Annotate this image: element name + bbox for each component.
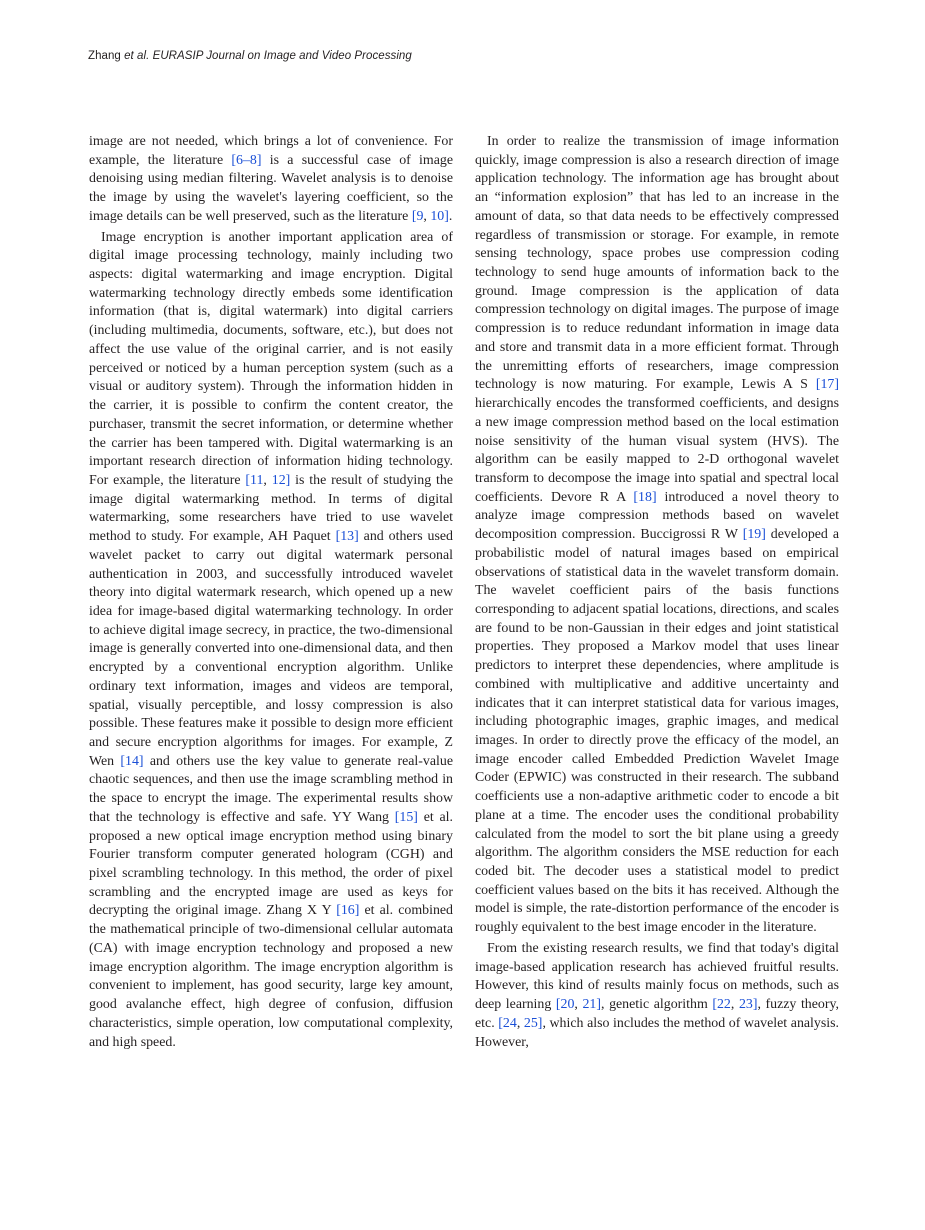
paragraph-text: , bbox=[423, 208, 431, 224]
citation-link[interactable]: [9 bbox=[411, 208, 424, 224]
paragraph-text: is a successful case of image denoising using median filtering. Wavelet analysis is to denoise the image by using the wavelet's layering coefficient, so the image details can be well preserved, such as the literature bbox=[89, 152, 453, 224]
paragraph-text: et al. proposed a new optical image encryption method using binary Fourier transform computer generated hologram (CGH) and pixel scrambling technology. In this method, the order of pixel scrambling and the encrypted image are used as keys for decrypting the original image. Zhang X Y bbox=[89, 809, 454, 919]
paragraph-text: developed a probabilistic model of natural images based on empirical observations of statistical data in the wavelet transform domain. The wavelet coefficient pairs of the basis functions corresponding to adjacent spatial locations, directions, and scales are found to be non-Gaussian in their edges and joint statistical properties. They proposed a Markov model that uses linear predictors to interpret these dependencies, where amplitude is combined with multiplicative and additive uncertainty and indicates that it can interpret statistical data for various images, including photographic images, graphic images, and medical images. In order to directly prove the efficacy of the model, an image encoder called Embedded Prediction Wavelet Image Coder (EPWIC) was constructed in their research. The subband coefficients use a non-adaptive arithmetic coder to encode a bit plane at a time. The encoder uses the conditional probability calculated from the model to sort the bit plane using a greedy algorithm. The algorithm considers the MSE reduction for each coded bit. The decoder uses a statistical model to predict coefficient values based on the bits it has received. Although the model is simple, the rate-distortion performance of the encoder is roughly equivalent to the best image encoder in the literature. bbox=[475, 527, 839, 936]
running-header bbox=[88, 50, 412, 62]
paragraph-text: From the existing research results, we find that today's digital image-based application research has achieved fruitful results. However, this kind of results mainly focus on methods, such as deep learning bbox=[475, 940, 839, 1013]
citation-link[interactable]: [11 bbox=[245, 472, 264, 488]
paragraph-text: , bbox=[574, 997, 583, 1013]
citation-link[interactable]: [18] bbox=[633, 489, 657, 505]
paragraph-text: , fuzzy theory, etc. bbox=[475, 997, 839, 1031]
header-etal: et al. bbox=[124, 50, 150, 62]
paragraph-text: . bbox=[448, 208, 453, 224]
citation-link[interactable]: 25] bbox=[523, 1015, 543, 1031]
paragraph-text: , bbox=[730, 997, 739, 1013]
citation-link[interactable]: [17] bbox=[815, 377, 839, 393]
citation-link[interactable]: [16] bbox=[336, 903, 360, 919]
paragraph bbox=[89, 133, 453, 227]
citation-link[interactable]: [24 bbox=[498, 1015, 517, 1031]
paragraph-text: introduced a novel theory to analyze image compression methods based on wavelet decomposition compression. Buccigrossi R W bbox=[475, 489, 839, 543]
citation-link[interactable]: [15] bbox=[394, 809, 418, 825]
header-authors: Zhang bbox=[88, 50, 121, 62]
citation-link[interactable]: 12] bbox=[271, 472, 291, 488]
paragraph-text: , bbox=[263, 472, 272, 488]
paragraph-text: Image encryption is another important application area of digital image processing technology, mainly including two aspects: digital watermarking and image encryption. Digital watermarking technology directly embeds some identification information (that is, digital watermark) into digital carriers (including multimedia, documents, software, etc.), but does not affect the use value of the original carrier, and is not easily perceived or noticed by a human perception system (such as a visual or auditory system). Through the information hidden in the carrier, it is possible to confirm the content creator, the purchaser, transmit the secret information, or determine whether the carrier has been tampered with. Digital watermarking is an important research direction of information hiding technology. For example, the literature bbox=[89, 229, 453, 488]
paragraph bbox=[89, 229, 453, 1053]
paragraph-text: and others use the key value to generate real-value chaotic sequences, and then use the image scrambling method in the space to encrypt the image. The experimental results show that the technology is effective and safe. YY Wang bbox=[89, 753, 453, 825]
citation-link[interactable]: [13] bbox=[335, 529, 359, 545]
citation-link[interactable]: 21] bbox=[582, 997, 602, 1013]
paragraph-text: is the result of studying the image digital watermarking method. In terms of digital watermarking, some researchers have tried to use wavelet method to study. For example, AH Paquet bbox=[89, 472, 453, 545]
paragraph-text: image are not needed, which brings a lot of convenience. For example, the literature bbox=[89, 134, 453, 168]
citation-link[interactable]: [19] bbox=[742, 527, 766, 543]
right-column bbox=[475, 133, 839, 1052]
paragraph-text: and others used wavelet packet to carry out digital watermark personal authentication in 2003, and successfully introduced wavelet theory into digital watermark research, which opened up a new idea for image-based digital watermarking technology. In order to achieve digital image secrecy, in practice, the two-dimensional image is generally converted into one-dimensional data, and then encrypted by a conventional encryption algorithm. Unlike ordinary text information, images and videos are temporal, spatial, visually perceptible, and lossy compression is also possible. These features make it possible to design more efficient and secure encryption algorithms for images. For example, Z Wen bbox=[89, 529, 453, 769]
citation-link[interactable]: [20 bbox=[555, 997, 575, 1013]
paragraph-text: , genetic algorithm bbox=[601, 997, 713, 1013]
header-journal: EURASIP Journal on Image and Video Processing bbox=[152, 50, 412, 62]
paragraph bbox=[475, 133, 839, 938]
paragraph bbox=[475, 940, 839, 1052]
left-column bbox=[89, 133, 453, 1052]
paragraph-text: , which also includes the method of wavelet analysis. However, bbox=[475, 1015, 840, 1050]
citation-link[interactable]: [22 bbox=[712, 997, 731, 1013]
citation-link[interactable]: 23] bbox=[738, 997, 758, 1013]
paragraph-text: In order to realize the transmission of image information quickly, image compression is also a research direction of image application technology. The information age has brought about an “information explosion” that has led to an increase in the amount of data, so that data needs to be effectively compressed regardless of transmission or storage. For example, in remote sensing technology, space probes use compression coding technology to send huge amounts of information back to the ground. Image compression is the application of data compression technology on digital images. The purpose of image compression is to reduce redundant information in image data and store and transmit data in a more efficient format. Through the unremitting efforts of researchers, image compression technology is now maturing. For example, Lewis A S bbox=[475, 134, 839, 393]
citation-link[interactable]: [6–8] bbox=[231, 152, 262, 168]
citation-link[interactable]: 10] bbox=[430, 208, 449, 224]
citation-link[interactable]: [14] bbox=[120, 753, 144, 769]
paragraph-text: hierarchically encodes the transformed coefficients, and designs a new image compression method based on the local estimation noise sensitivity of the human visual system (HVS). The algorithm can be easily mapped to 2-D orthogonal wavelet transform to decompose the image into spatial and spectral local coefficients. Devore R A bbox=[475, 396, 839, 505]
paragraph-text: et al. combined the mathematical principle of two-dimensional cellular automata (CA) with image encryption technology and proposed a new image encryption algorithm. The image encryption algorithm is convenient to implement, has good security, large key amount, good avalanche effect, high degree of confusion, diffusion characteristics, simple operation, low computational complexity, and high speed. bbox=[89, 903, 453, 1050]
paragraph-text: , bbox=[516, 1015, 524, 1031]
